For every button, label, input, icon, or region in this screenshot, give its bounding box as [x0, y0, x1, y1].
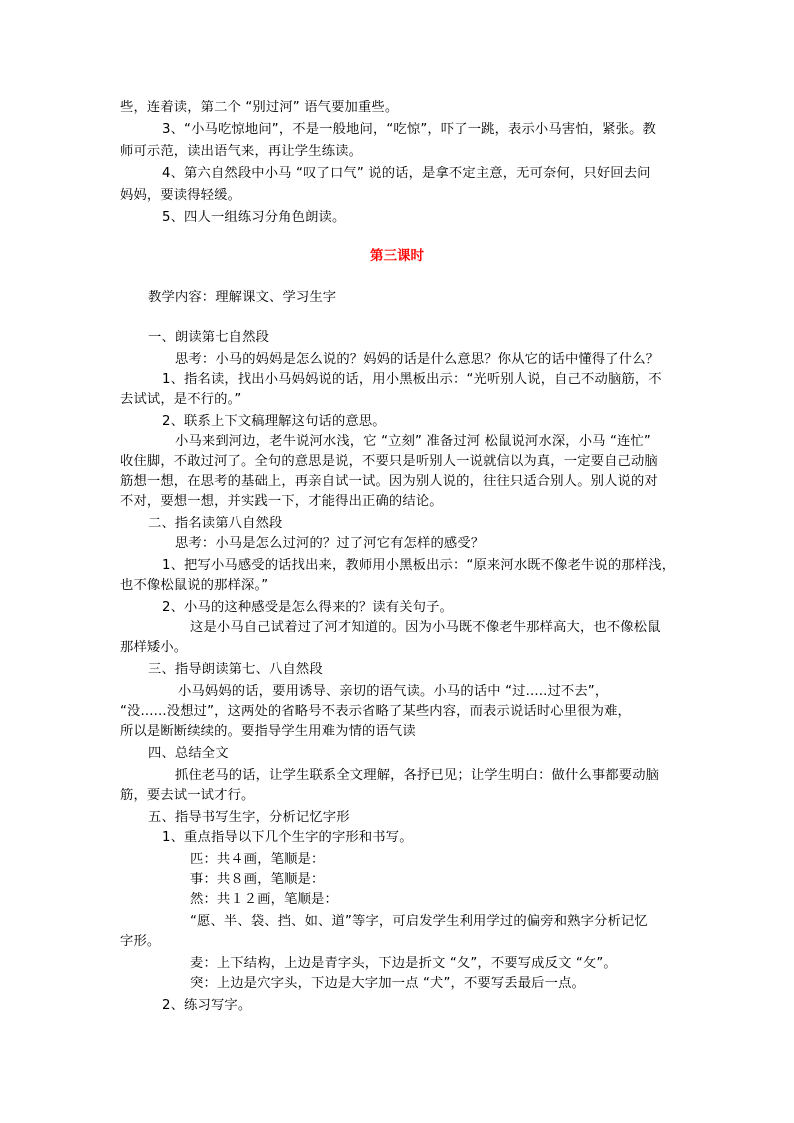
- text-line: 2、小马的这种感受是怎么得来的？读有关句子。: [162, 600, 453, 615]
- text-line: 这是小马自己试着过了河才知道的。因为小马既不像老牛那样高大，也不像松鼠: [190, 620, 661, 635]
- text-line: 5、四人一组练习分角色朗读。: [162, 210, 346, 225]
- text-line: 1、重点指导以下几个生字的字形和书写。: [162, 830, 413, 845]
- section-title: 五、指导书写生字，分析记忆字形: [148, 810, 350, 825]
- text-line: 师可示范，读出语气来，再让学生练读。: [120, 144, 363, 159]
- section-title: 四、总结全文: [148, 746, 229, 761]
- text-line: 3、“小马吃惊地问”，不是一般地问，“吃惊”，吓了一跳，表示小马害怕，紧张。教: [162, 122, 656, 137]
- text-line: 4、第六自然段中小马 “叹了口气” 说的话，是拿不定主意，无可奈何，只好回去问: [162, 166, 651, 181]
- text-line: “没......没想过”，这两处的省略号不表示省略了某些内容，而表示说话时心里很为难，: [120, 704, 631, 719]
- text-line: 1、指名读，找出小马妈妈说的话，用小黑板出示：“光听别人说，自己不动脑筋，不: [162, 372, 662, 387]
- text-line: 也不像松鼠说的那样深。”: [120, 578, 269, 593]
- text-line: 些，连着读，第二个 “别过河” 语气要加重些。: [120, 100, 399, 115]
- teaching-content: 教学内容：理解课文、学习生字: [148, 290, 337, 305]
- text-line: 突：上边是穴字头，下边是大字加一点 “犬”，不要写丢最后一点。: [190, 976, 585, 991]
- text-line: 妈妈，要读得轻缓。: [120, 188, 242, 203]
- text-line: 抓住老马的话，让学生联系全文理解，各抒已见；让学生明白：做什么事都要动脑: [175, 768, 660, 783]
- text-line: 1、把写小马感受的话找出来，教师用小黑板出示：“原来河水既不像老牛说的那样浅，: [162, 558, 676, 573]
- section-title: 二、指名读第八自然段: [148, 516, 283, 531]
- text-line: 那样矮小。: [120, 640, 188, 655]
- text-line: 思考：小马的妈妈是怎么说的？妈妈的话是什么意思？你从它的话中懂得了什么？: [175, 352, 660, 367]
- text-line: 匹：共４画，笔顺是：: [190, 852, 325, 867]
- text-line: 麦：上下结构，上边是青字头，下边是折文 “夂”，不要写成反文 “攵”。: [190, 956, 617, 971]
- text-line: 然：共１２画，笔顺是：: [190, 892, 338, 907]
- text-line: 事：共８画，笔顺是：: [190, 872, 325, 887]
- section-heading: 第三课时: [370, 248, 424, 264]
- text-line: “愿、半、袋、挡、如、道”等字，可启发学生利用学过的偏旁和熟字分析记忆: [190, 914, 648, 929]
- text-line: 思考：小马是怎么过河的？过了河它有怎样的感受？: [175, 536, 485, 551]
- text-line: 字形。: [120, 934, 161, 949]
- text-line: 筋，要去试一试才行。: [120, 788, 255, 803]
- section-title: 一、朗读第七自然段: [148, 330, 270, 345]
- text-line: 2、联系上下文稿理解这句话的意思。: [162, 414, 386, 429]
- text-line: 去试试，是不行的。”: [120, 392, 242, 407]
- text-line: 不对，要想一想，并实践一下，才能得出正确的结论。: [120, 494, 443, 509]
- text-line: 所以是断断续续的。要指导学生用难为情的语气读: [120, 724, 416, 739]
- section-title: 三、指导朗读第七、八自然段: [148, 662, 323, 677]
- text-line: 2、练习写字。: [162, 998, 252, 1013]
- text-line: 小马来到河边，老牛说河水浅，它 “立刻” 准备过河 松鼠说河水深，小马 “连忙”: [175, 434, 651, 449]
- text-line: 小马妈妈的话，要用诱导、亲切的语气读。小马的话中 “过.....过不去”，: [178, 684, 609, 699]
- text-line: 收住脚，不敢过河了。全句的意思是说，不要只是听别人一说就信以为真，一定要自己动脑: [120, 454, 658, 469]
- text-line: 筋想一想，在思考的基础上，再亲自试一试。因为别人说的，往往只适合别人。别人说的对: [120, 474, 658, 489]
